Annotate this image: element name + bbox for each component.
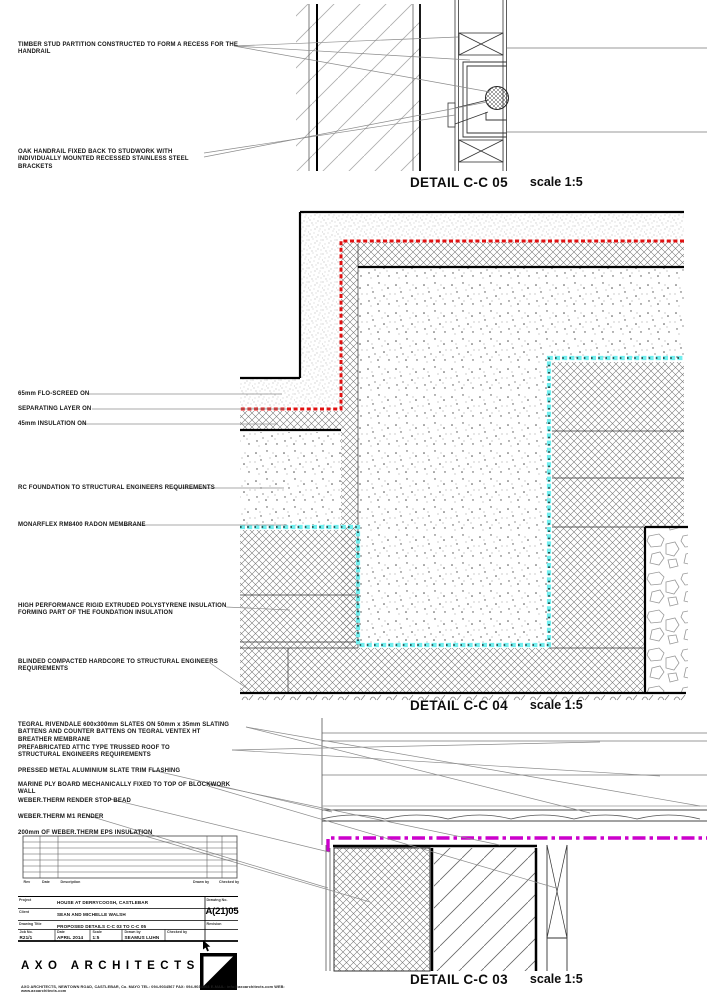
annotation-oak-handrail: OAK HANDRAIL FIXED BACK TO STUDWORK WITH INDIVIDUALLY MOUNTED RECESSED STAINLESS STEEL BRACKETS xyxy=(18,149,189,170)
handrail-section xyxy=(486,87,509,110)
project-value: HOUSE AT DERRYCOOSH, CASTLEBAR xyxy=(57,899,149,905)
hardcore-area xyxy=(240,648,645,693)
rev-date-col-label: Date xyxy=(42,879,50,884)
annotation-eps-insulation: 200mm OF WEBER.THERM EPS INSULATION xyxy=(18,830,153,836)
revision-label: Revision xyxy=(206,921,222,926)
annotation-hardcore: BLINDED COMPACTED HARDCORE TO STRUCTURAL ENGINEERS REQUIREMENTS xyxy=(18,659,218,673)
detail-cc05-scale: scale 1:5 xyxy=(529,175,583,189)
rigid-insulation-area xyxy=(240,530,358,648)
rev-checked-col-label: Checked by xyxy=(219,879,240,884)
rev-desc-col-label: Description xyxy=(60,879,81,884)
annotation-marine-ply: MARINE PLY BOARD MECHANICALLY FIXED TO TOP OF BLOCKWORK WALL xyxy=(18,782,231,796)
drawing-title-value: PROPOSED DETAILS C-C 03 TO C-C 05 xyxy=(57,923,147,929)
annotation-stop-bead: WEBER.THERM RENDER STOP BEAD xyxy=(18,798,131,804)
rev-col-label: Rev xyxy=(23,879,31,884)
detail-cc03-caption xyxy=(410,972,583,987)
annotation-slate-trim: PRESSED METAL ALUMINIUM SLATE TRIM FLASHING xyxy=(18,768,181,774)
project-label: Project xyxy=(19,897,32,902)
handrail-bracket xyxy=(448,100,488,127)
detail-cc05-drawing xyxy=(204,0,707,171)
wall-insulation-block xyxy=(334,848,430,971)
rev-drawn-col-label: Drawn by xyxy=(193,879,210,884)
drawn-by-value: SEAMUS LUHN xyxy=(124,934,160,940)
revision-table-grid xyxy=(23,836,237,878)
partition-hatch xyxy=(296,4,420,171)
annotation-m1-render: WEBER.THERM M1 RENDER xyxy=(18,814,104,820)
date-value: APRIL 2014 xyxy=(57,934,84,940)
job-no-value: R21/1 xyxy=(19,934,33,940)
client-value: SEAN AND MICHELLE WALSH xyxy=(57,911,126,917)
annotation-rc-foundation: RC FOUNDATION TO STRUCTURAL ENGINEERS REQUIREMENTS xyxy=(18,485,215,491)
drawing-no-label: Drawing No. xyxy=(206,897,228,902)
noggin-bottom xyxy=(459,140,503,162)
annotation-timber-stud-partition: TIMBER STUD PARTITION CONSTRUCTED TO FORM A RECESS FOR THE HANDRAIL xyxy=(18,42,239,56)
detail-cc03-scale: scale 1:5 xyxy=(529,972,583,986)
date-label: Date xyxy=(57,930,65,935)
drawing-title-label: Drawing Title xyxy=(19,921,42,926)
checked-by-label: Checked by xyxy=(167,930,188,935)
noggin-top xyxy=(459,33,503,55)
scale-label: Scale xyxy=(92,930,102,935)
job-no-label: Job No. xyxy=(19,930,33,935)
firm-name: AXO ARCHITECTS xyxy=(21,960,200,972)
detail-cc03-title: DETAIL C-C 03 xyxy=(410,972,508,987)
firm-address: AXO ARCHITECTS, NEWTOWN ROAD, CASTLEBAR, Co. MAYO TEL: 094-9034567 FAX: 094-9034568 E-MAIL: info@axoarchitects.com WEB: www.axoarchitects.com xyxy=(21,985,285,993)
detail-cc05-caption xyxy=(410,175,583,190)
annotation-flo-screed: 65mm FLO-SCREED ON xyxy=(18,391,90,397)
detail-cc04-scale: scale 1:5 xyxy=(529,698,583,712)
annotation-separating-layer: SEPARATING LAYER ON xyxy=(18,406,92,412)
detail-cc04-caption xyxy=(410,698,583,713)
detail-cc04-drawing xyxy=(82,212,688,702)
timber-stud xyxy=(547,845,567,971)
scale-value: 1:5 xyxy=(92,934,100,940)
annotation-45mm-insulation: 45mm INSULATION ON xyxy=(18,421,87,427)
render-face-lines xyxy=(326,845,330,971)
drawing-no-value: A(21)05 xyxy=(205,906,239,917)
detail-cc04-title: DETAIL C-C 04 xyxy=(410,698,508,713)
client-label: Client xyxy=(19,909,29,914)
annotation-slates: TEGRAL RIVENDALE 600x300mm SLATES ON 50mm x 35mm SLATING BATTENS AND COUNTER BATTENS ON TEGRAL VENTEX HT BREATHER MEMBRANE xyxy=(18,722,230,743)
annotation-radon-membrane: MONARFLEX RM8400 RADON MEMBRANE xyxy=(18,522,146,528)
stone-fill-area xyxy=(645,527,688,693)
detail-cc05-title: DETAIL C-C 05 xyxy=(410,175,508,190)
slate-band xyxy=(322,806,707,821)
annotation-rigid-insulation: HIGH PERFORMANCE RIGID EXTRUDED POLYSTYRENE INSULATION FORMING PART OF THE FOUNDATION INSULATION xyxy=(18,603,227,617)
blockwork-wall xyxy=(434,848,535,971)
drawn-by-label: Drawn by xyxy=(124,930,141,935)
annotation-trussed-roof: PREFABRICATED ATTIC TYPE TRUSSED ROOF TO STRUCTURAL ENGINEERS REQUIREMENTS xyxy=(18,745,170,759)
